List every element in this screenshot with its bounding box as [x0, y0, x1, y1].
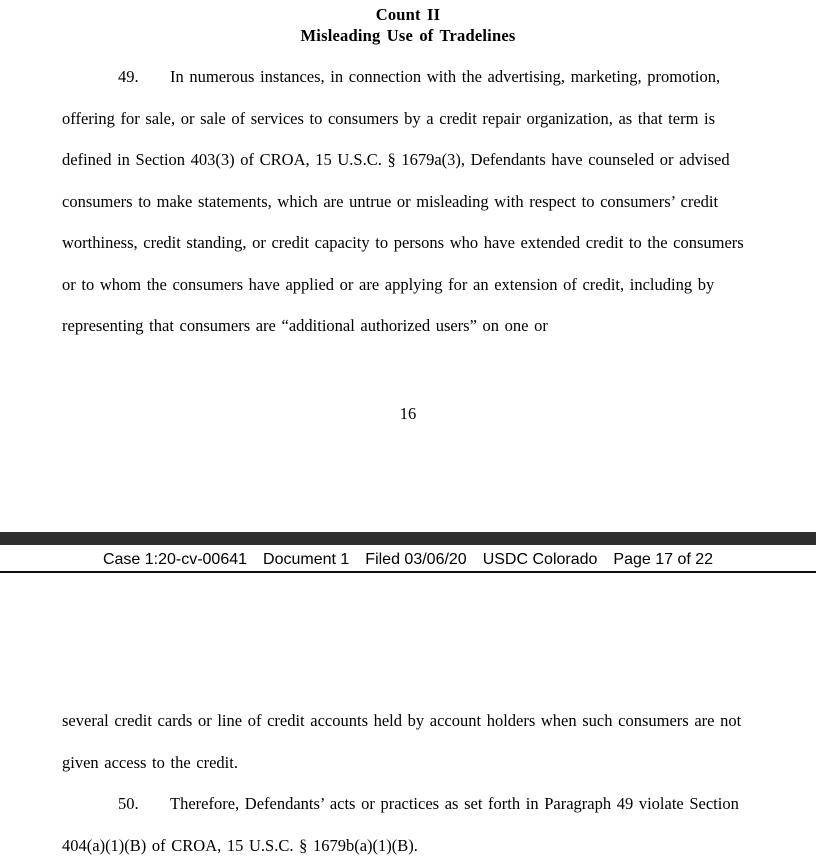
page-17-body: [62, 700, 756, 866]
stamp-case-number: Case 1:20-cv-00641: [102, 551, 248, 568]
count-heading: Count II: [375, 5, 441, 24]
paragraph-50-number: 50.: [118, 794, 139, 813]
stamp-court: USDC Colorado: [482, 551, 598, 568]
page-16-body: [62, 56, 756, 347]
page-number-16: 16: [399, 404, 417, 423]
paragraph-49-number: 49.: [118, 67, 139, 86]
page-separator-bar: [0, 532, 816, 545]
paragraph-49-text: In numerous instances, in connection with the advertising, marketing, promotion, offering for sale, or sale of services to consumers by a credit repair organization, as that term is defined in Section 403(3) of CROA, 15 U.S.C. § 1679a(3), Defendants have counseled or advised consumers to make statements, which are untrue or misleading with respect to consumers’ credit worthiness, credit standing, or credit capacity to persons who have extended credit to the consumers or to whom the consumers have applied or are applying for an extension of credit, including by representing that consumers are “additional authorized users” on one or: [62, 67, 744, 335]
stamp-underline: [0, 571, 816, 573]
count-heading-block: [0, 4, 816, 46]
count-subheading: Misleading Use of Tradelines: [300, 26, 516, 45]
paragraph-50-text: Therefore, Defendants’ acts or practices as set forth in Paragraph 49 violate Section 404(a)(1)(B) of CROA, 15 U.S.C. § 1679b(a)(1)(B).: [62, 794, 739, 855]
stamp-document-number: Document 1: [263, 551, 350, 568]
stamp-filed-date: Filed 03/06/20: [365, 551, 467, 568]
paragraph-49-continuation: several credit cards or line of credit accounts held by account holders when such consumers are not given access to the credit.: [62, 711, 742, 772]
case-stamp-header: [0, 549, 816, 571]
paragraph-49: [62, 56, 756, 347]
paragraph-50: [62, 783, 756, 866]
stamp-page-indicator: Page 17 of 22: [613, 551, 714, 568]
